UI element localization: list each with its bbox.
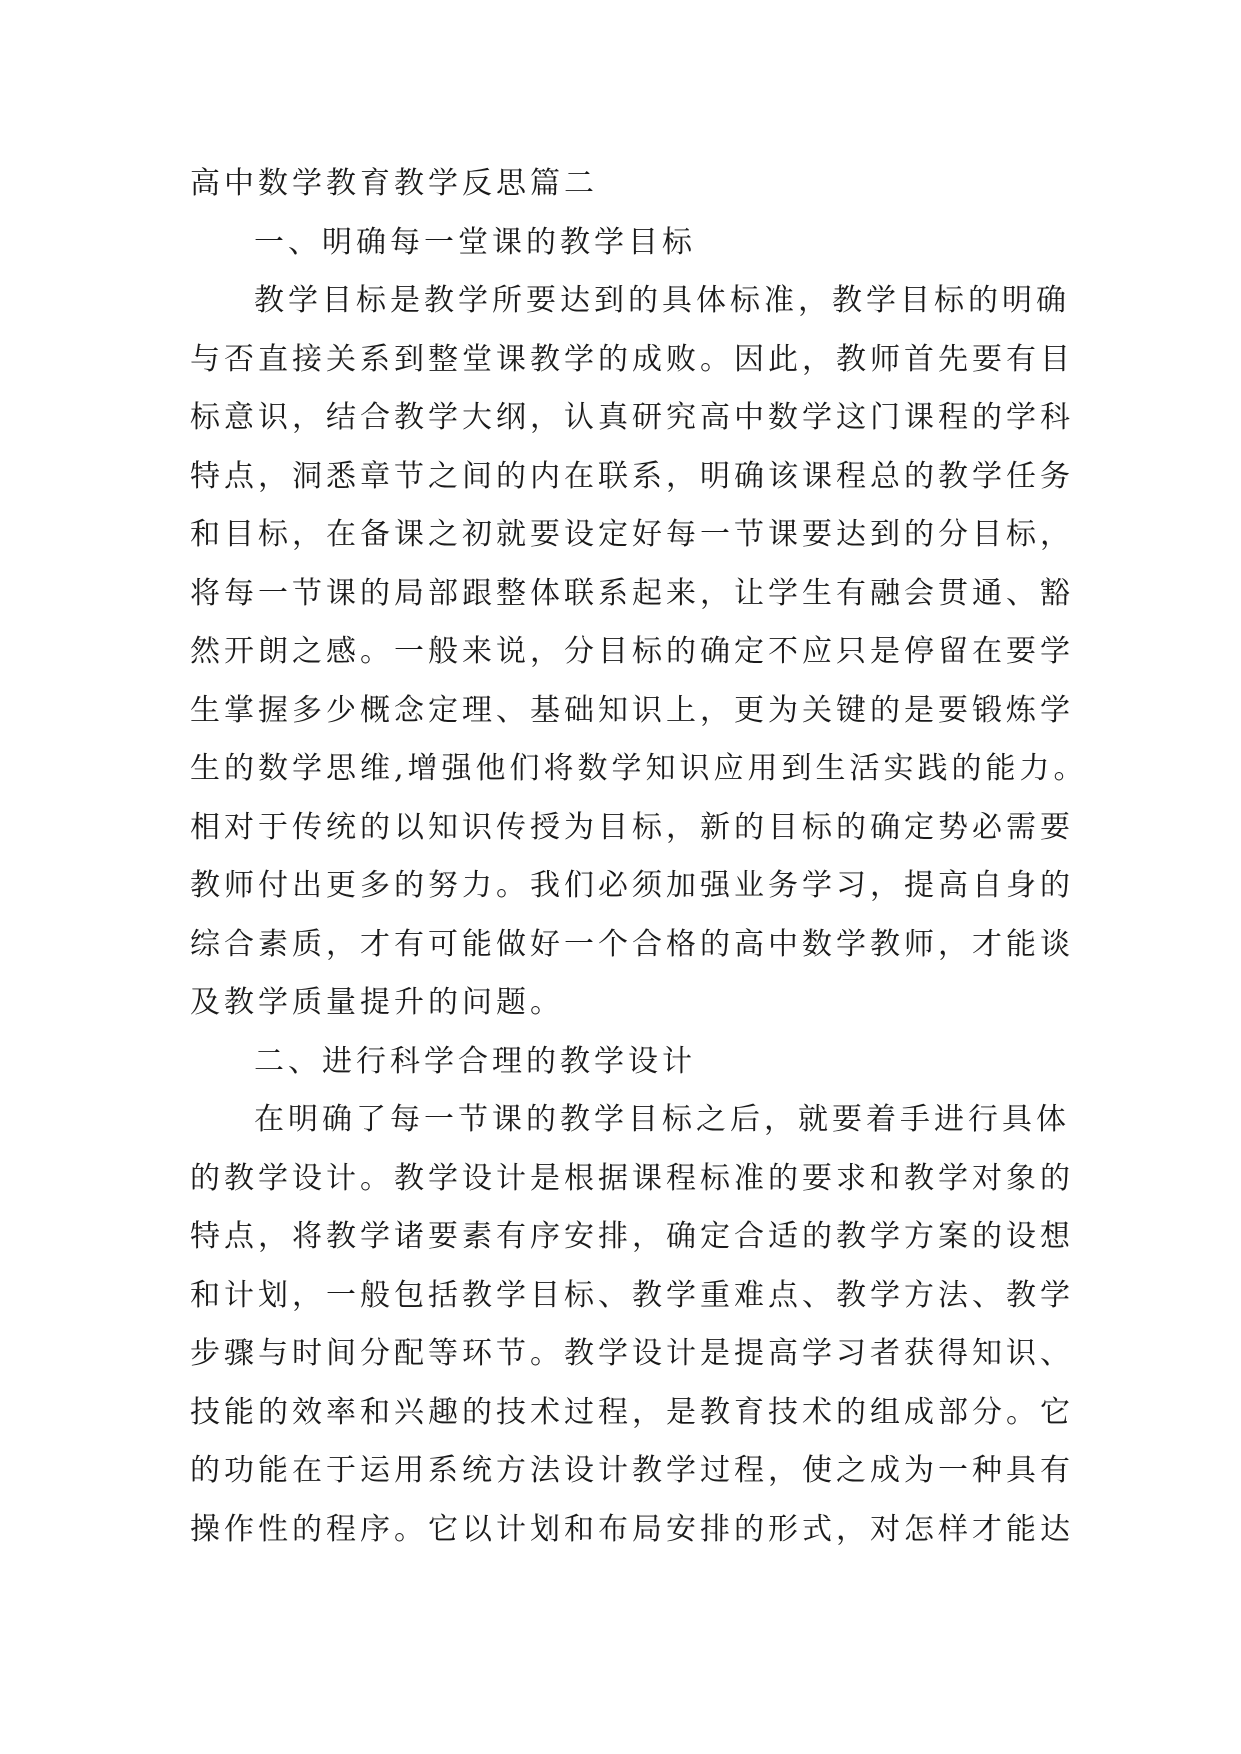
paragraph-line: 及教学质量提升的问题。 xyxy=(190,985,564,1020)
paragraph-line: 和目标，在备课之初就要设定好每一节课要达到的分目标， xyxy=(190,517,1074,552)
paragraph-line: 技能的效率和兴趣的技术过程，是教育技术的组成部分。它 xyxy=(190,1394,1074,1430)
paragraph-line: 在明确了每一节课的教学目标之后，就要着手进行具体 xyxy=(254,1102,1070,1137)
section-heading: 二、进行科学合理的教学设计 xyxy=(254,1043,696,1079)
paragraph-line: 然开朗之感。一般来说，分目标的确定不应只是停留在要学 xyxy=(190,634,1074,669)
document-title: 高中数学教育教学反思篇二 xyxy=(190,166,598,201)
paragraph-line: 的教学设计。教学设计是根据课程标准的要求和教学对象的 xyxy=(190,1160,1074,1196)
paragraph-line: 特点，将教学诸要素有序安排，确定合适的教学方案的设想 xyxy=(190,1219,1074,1254)
paragraph-line: 相对于传统的以知识传授为目标，新的目标的确定势必需要 xyxy=(190,809,1074,845)
paragraph-line: 步骤与时间分配等环节。教学设计是提高学习者获得知识、 xyxy=(190,1336,1074,1371)
paragraph-line: 综合素质，才有可能做好一个合格的高中数学教师，才能谈 xyxy=(190,926,1074,962)
section-heading: 一、明确每一堂课的教学目标 xyxy=(254,224,696,260)
document-body xyxy=(190,155,1088,1559)
paragraph-line: 生的数学思维,增强他们将数学知识应用到生活实践的能力。 xyxy=(190,751,1088,786)
paragraph-line: 生掌握多少概念定理、基础知识上，更为关键的是要锻炼学 xyxy=(190,692,1074,728)
paragraph-line: 标意识，结合教学大纲，认真研究高中数学这门课程的学科 xyxy=(190,400,1074,435)
paragraph-line: 教学目标是教学所要达到的具体标准，教学目标的明确 xyxy=(254,283,1070,318)
paragraph-line: 与否直接关系到整堂课教学的成败。因此，教师首先要有目 xyxy=(190,341,1074,377)
paragraph-line: 的功能在于运用系统方法设计教学过程，使之成为一种具有 xyxy=(190,1453,1074,1488)
paragraph-line: 将每一节课的局部跟整体联系起来，让学生有融会贯通、豁 xyxy=(190,575,1074,611)
paragraph-line: 特点，洞悉章节之间的内在联系，明确该课程总的教学任务 xyxy=(190,458,1074,494)
paragraph-line: 和计划，一般包括教学目标、教学重难点、教学方法、教学 xyxy=(190,1277,1074,1313)
paragraph-line: 操作性的程序。它以计划和布局安排的形式，对怎样才能达 xyxy=(190,1511,1074,1547)
paragraph-line: 教师付出更多的努力。我们必须加强业务学习，提高自身的 xyxy=(190,868,1074,903)
